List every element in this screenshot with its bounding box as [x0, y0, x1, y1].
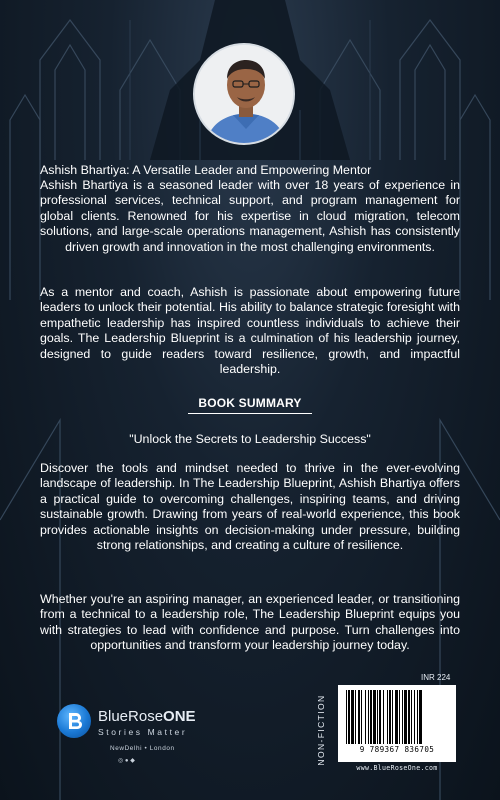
- isbn-number: 9 789367 836705: [359, 745, 435, 754]
- publisher-name-part1: BlueRose: [98, 708, 164, 725]
- social-icons: [118, 757, 135, 764]
- summary-paragraph-2: Whether you're an aspiring manager, an experienced leader, or transitioning from a technical to a leadership role, The Leadership Blueprint equips you with strategies to lead with confidence and purpose. Turn challenges into opportunities and transform your leadership journey today.: [40, 592, 460, 653]
- barcode-bar: [365, 690, 366, 744]
- barcode-bar: [414, 690, 415, 744]
- barcode-bar: [379, 690, 381, 744]
- barcode-bar: [383, 690, 384, 744]
- barcode-bar: [389, 690, 391, 744]
- summary-tagline: "Unlock the Secrets to Leadership Success": [129, 432, 371, 446]
- book-price: INR 224: [421, 673, 451, 682]
- barcode-bar: [408, 690, 410, 744]
- barcode-bar: [402, 690, 403, 744]
- barcode-bar: [392, 690, 393, 744]
- barcode-bar: [411, 690, 412, 744]
- publisher-tagline: Stories Matter: [98, 727, 188, 737]
- bio-paragraph-2: As a mentor and coach, Ashish is passionate about empowering future leaders to unlock their potential. His ability to balance strategic foresight with empathetic leadership has inspired countless individuals to achieve their goals. The Leadership Blueprint is a culmination of his leadership journey, designed to guide readers toward resilience, growth, and impactful leadership.: [40, 285, 460, 377]
- publisher-cities: NewDelhi • London: [110, 745, 175, 752]
- barcode-bar: [417, 690, 418, 744]
- barcode-bar: [399, 690, 400, 744]
- barcode-bar: [358, 690, 360, 744]
- facebook-icon: ●: [124, 758, 129, 764]
- barcode-bar: [404, 690, 407, 744]
- publisher-website: www.BlueRoseOne.com: [356, 764, 438, 772]
- barcode-bar: [351, 690, 354, 744]
- author-portrait: [193, 43, 295, 145]
- bluerose-logo-icon: [57, 704, 91, 738]
- barcode-bar: [361, 690, 362, 744]
- publisher-name-part2: ONE: [163, 708, 196, 725]
- barcode-bar: [419, 690, 422, 744]
- barcode-bar: [368, 690, 369, 744]
- barcode-bar: [395, 690, 398, 744]
- bio-paragraph-1: Ashish Bhartiya is a seasoned leader with over 18 years of experience in professional services, technical support, and program management for global clients. Renowned for his expertise in cloud migration, telecom solutions, and large-scale operations management, Ashish has consistently driven growth and innovation in the most challenging environments.: [40, 178, 460, 254]
- barcode-bars: [344, 690, 450, 744]
- barcode-bar: [377, 690, 378, 744]
- twitter-icon: ◆: [130, 758, 135, 764]
- instagram-icon: ◎: [118, 758, 124, 764]
- book-category: NON-FICTION: [316, 694, 326, 766]
- barcode-bar: [370, 690, 372, 744]
- barcode-bar: [348, 690, 350, 744]
- barcode-bar: [387, 690, 388, 744]
- isbn-barcode: [338, 685, 456, 762]
- barcode-bar: [346, 690, 347, 744]
- bio-title: Ashish Bhartiya: A Versatile Leader and Empowering Mentor: [40, 163, 372, 177]
- book-summary-heading: BOOK SUMMARY: [188, 396, 312, 414]
- publisher-name: [98, 708, 196, 725]
- barcode-bar: [373, 690, 376, 744]
- barcode-bar: [355, 690, 356, 744]
- summary-paragraph-1: Discover the tools and mindset needed to thrive in the ever-evolving landscape of leadership. In The Leadership Blueprint, Ashish Bhartiya offers a practical guide to overcoming challenges, inspiring teams, and driving sustainable growth. Drawing from years of real-world experience, this book provides actionable insights on decision-making under pressure, building strong relationships, and creating a culture of resilience.: [40, 461, 460, 553]
